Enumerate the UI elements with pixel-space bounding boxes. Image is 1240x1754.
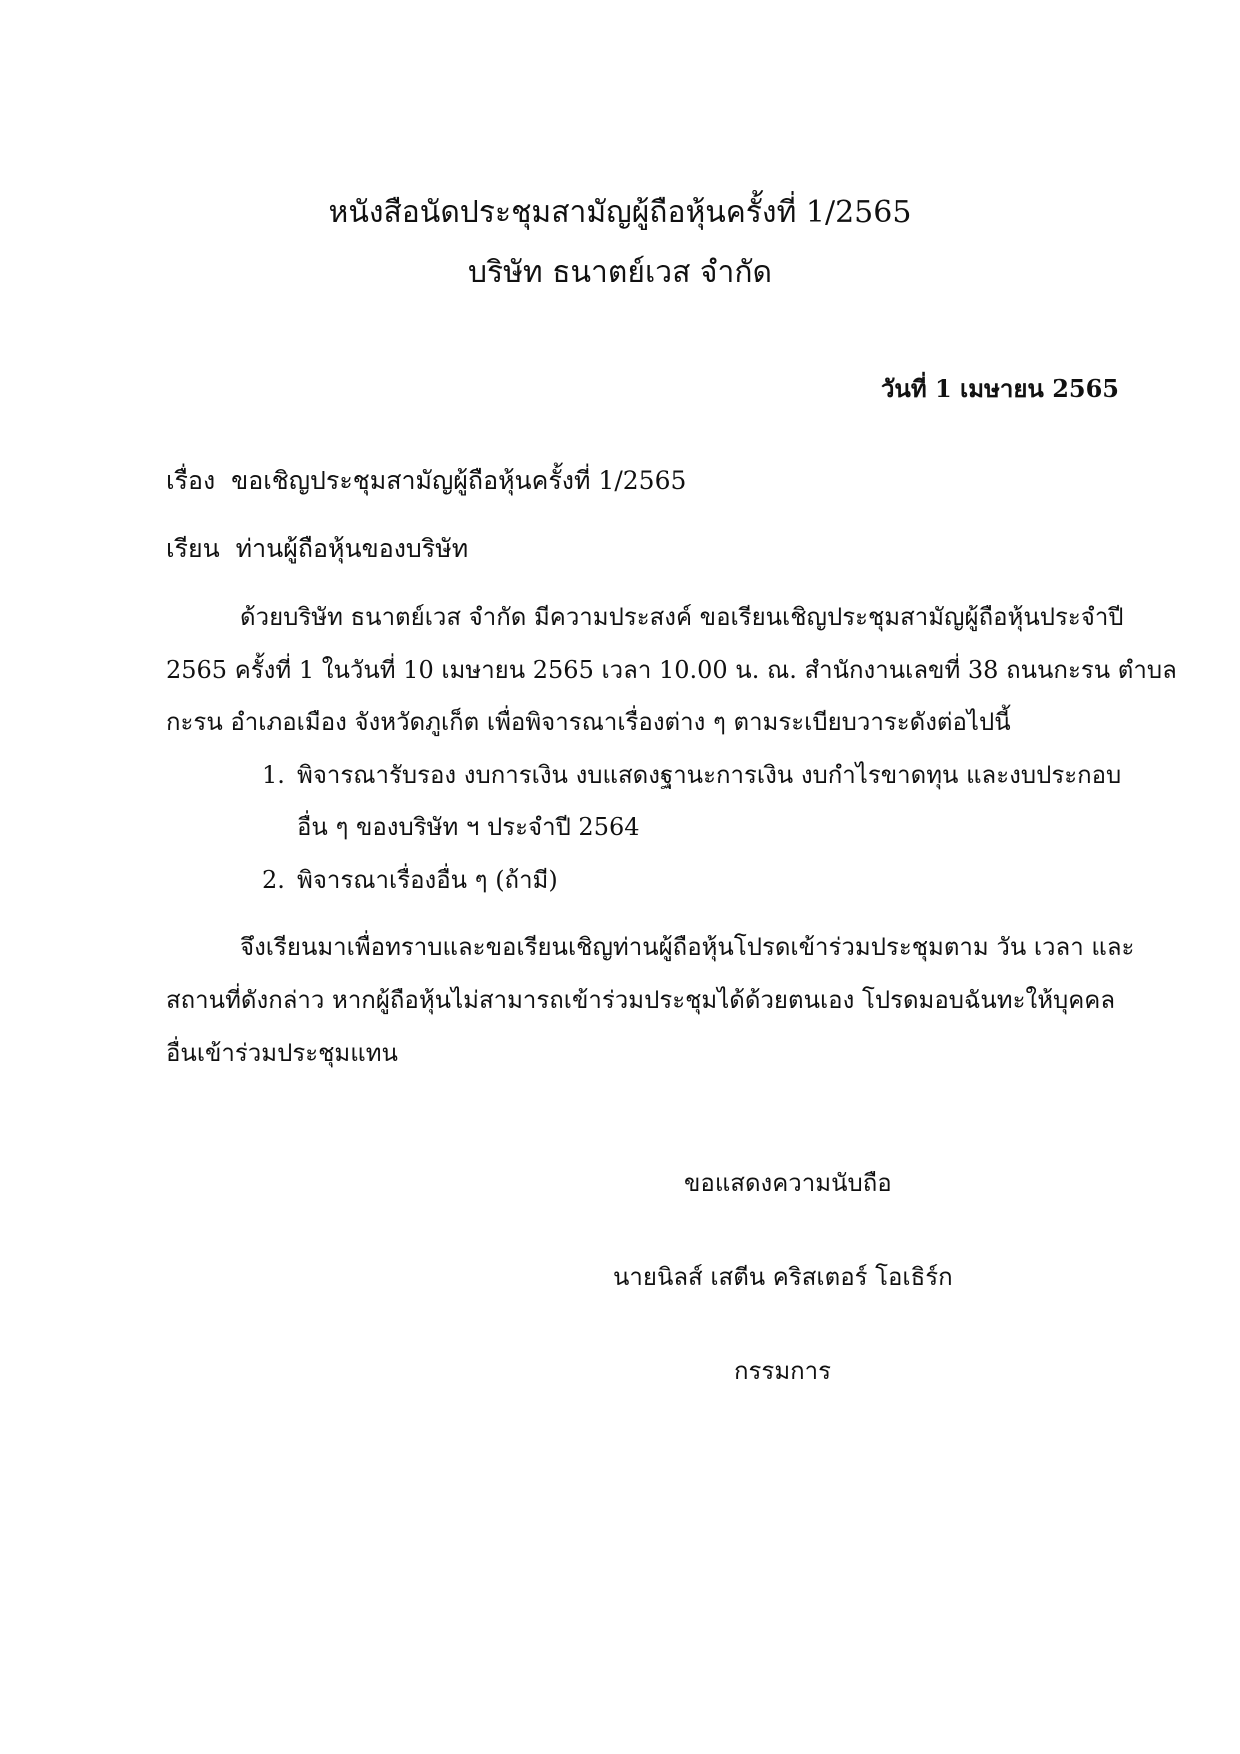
subject-label: เรื่อง xyxy=(166,466,216,495)
subject-text: ขอเชิญประชุมสามัญผู้ถือหุ้นครั้งที่ 1/2565 xyxy=(231,466,687,495)
agenda-item-line: พิจารณารับรอง งบการเงิน งบแสดงฐานะการเงิน งบกำไรขาดทุน และงบประกอบ xyxy=(297,761,1122,789)
agenda-item-line: พิจารณาเรื่องอื่น ๆ (ถ้ามี) xyxy=(297,866,558,894)
agenda-number: 1. xyxy=(262,761,285,789)
paragraph-line: 2565 ครั้งที่ 1 ในวันที่ 10 เมษายน 2565 เวลา 10.00 น. ณ. สำนักงานเลขที่ 38 ถนนกะรน ตำบล xyxy=(166,656,1177,684)
recipient-label: เรียน xyxy=(166,534,220,563)
paragraph-line: ด้วยบริษัท ธนาตย์เวส จำกัด มีความประสงค์ ขอเรียนเชิญประชุมสามัญผู้ถือหุ้นประจำปี xyxy=(240,603,1124,631)
agenda-number: 2. xyxy=(262,866,285,894)
signer-title: กรรมการ xyxy=(734,1357,832,1385)
company-name: บริษัท ธนาตย์เวส จำกัด xyxy=(468,255,772,290)
subject-line xyxy=(166,464,686,498)
document-title: หนังสือนัดประชุมสามัญผู้ถือหุ้นครั้งที่ 1/2565 xyxy=(328,195,912,230)
paragraph-line: อื่นเข้าร่วมประชุมแทน xyxy=(166,1039,398,1067)
paragraph-line: กะรน อำเภอเมือง จังหวัดภูเก็ต เพื่อพิจารณาเรื่องต่าง ๆ ตามระเบียบวาระดังต่อไปนี้ xyxy=(166,708,1011,736)
recipient-text: ท่านผู้ถือหุ้นของบริษัท xyxy=(235,534,469,563)
document-date: วันที่ 1 เมษายน 2565 xyxy=(880,374,1119,403)
signer-name: นายนิลส์ เสตีน คริสเตอร์ โอเธิร์ก xyxy=(613,1263,953,1291)
paragraph-line: จึงเรียนมาเพื่อทราบและขอเรียนเชิญท่านผู้ถือหุ้นโปรดเข้าร่วมประชุมตาม วัน เวลา และ xyxy=(240,933,1135,961)
recipient-line xyxy=(166,532,468,566)
paragraph-line: สถานที่ดังกล่าว หากผู้ถือหุ้นไม่สามารถเข้าร่วมประชุมได้ด้วยตนเอง โปรดมอบฉันทะให้บุคคล xyxy=(166,986,1116,1014)
agenda-item-line: อื่น ๆ ของบริษัท ฯ ประจำปี 2564 xyxy=(297,813,640,841)
closing-salutation: ขอแสดงความนับถือ xyxy=(684,1169,892,1197)
